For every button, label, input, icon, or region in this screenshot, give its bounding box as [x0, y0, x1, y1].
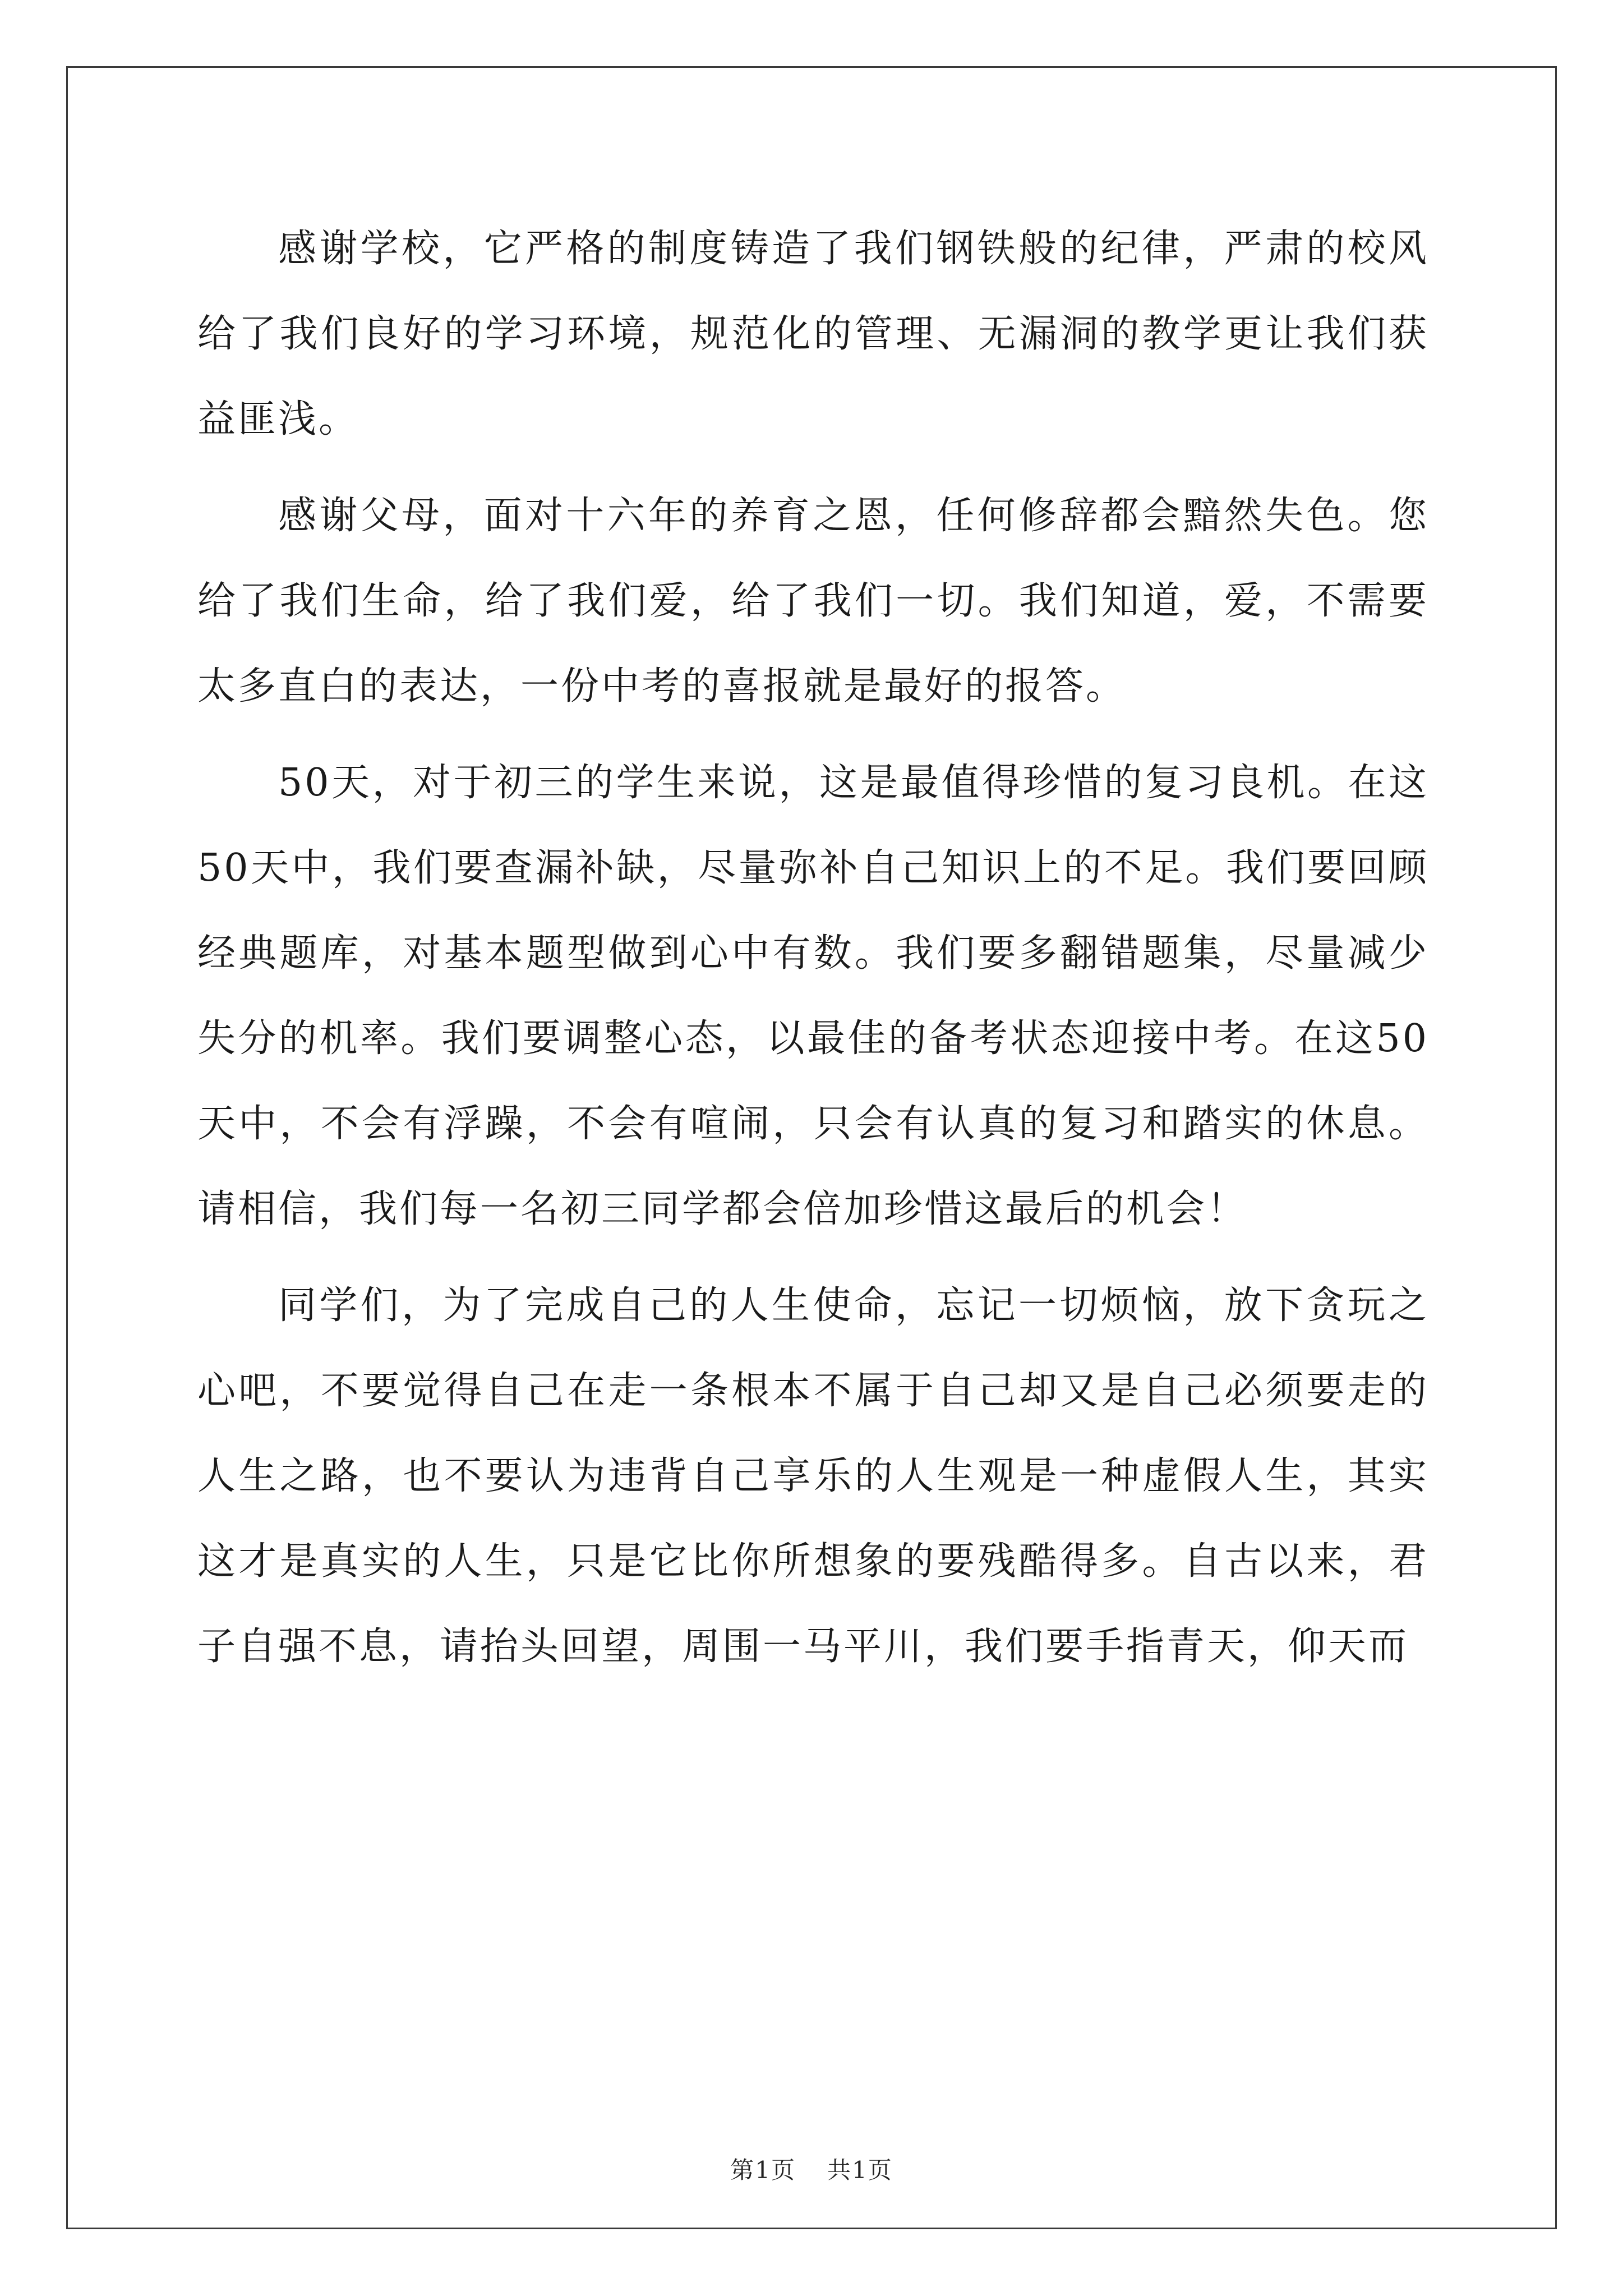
page-footer	[0, 2152, 1623, 2185]
page-number: 第1页	[730, 2156, 796, 2184]
page-total: 共1页	[827, 2156, 893, 2184]
paragraph-thanks-school: 感谢学校，它严格的制度铸造了我们钢铁般的纪律，严肃的校风给了我们良好的学习环境，规范化的管理、无漏洞的教学更让我们获益匪浅。	[197, 227, 1429, 441]
document-body	[197, 206, 1429, 1701]
paragraph-fifty-days: 50天，对于初三的学生来说，这是最值得珍惜的复习良机。在这50天中，我们要查漏补缺，尽量弥补自己知识上的不足。我们要回顾经典题库，对基本题型做到心中有数。我们要多翻错题集，尽量减少失分的机率。我们要调整心态，以最佳的备考状态迎接中考。在这50天中，不会有浮躁，不会有喧闹，只会有认真的复习和踏实的休息。请相信，我们每一名初三同学都会倍加珍惜这最后的机会！	[197, 761, 1429, 1231]
paragraph-thanks-parents: 感谢父母，面对十六年的养育之恩，任何修辞都会黯然失色。您给了我们生命，给了我们爱，给了我们一切。我们知道，爱，不需要太多直白的表达，一份中考的喜报就是最好的报答。	[197, 494, 1429, 708]
paragraph-classmates: 同学们，为了完成自己的人生使命，忘记一切烦恼，放下贪玩之心吧，不要觉得自己在走一条根本不属于自己却又是自己必须要走的人生之路，也不要认为违背自己享乐的人生观是一种虚假人生，其实这才是真实的人生，只是它比你所想象的要残酷得多。自古以来，君子自强不息，请抬头回望，周围一马平川，我们要手指青天，仰天而	[197, 1283, 1429, 1669]
